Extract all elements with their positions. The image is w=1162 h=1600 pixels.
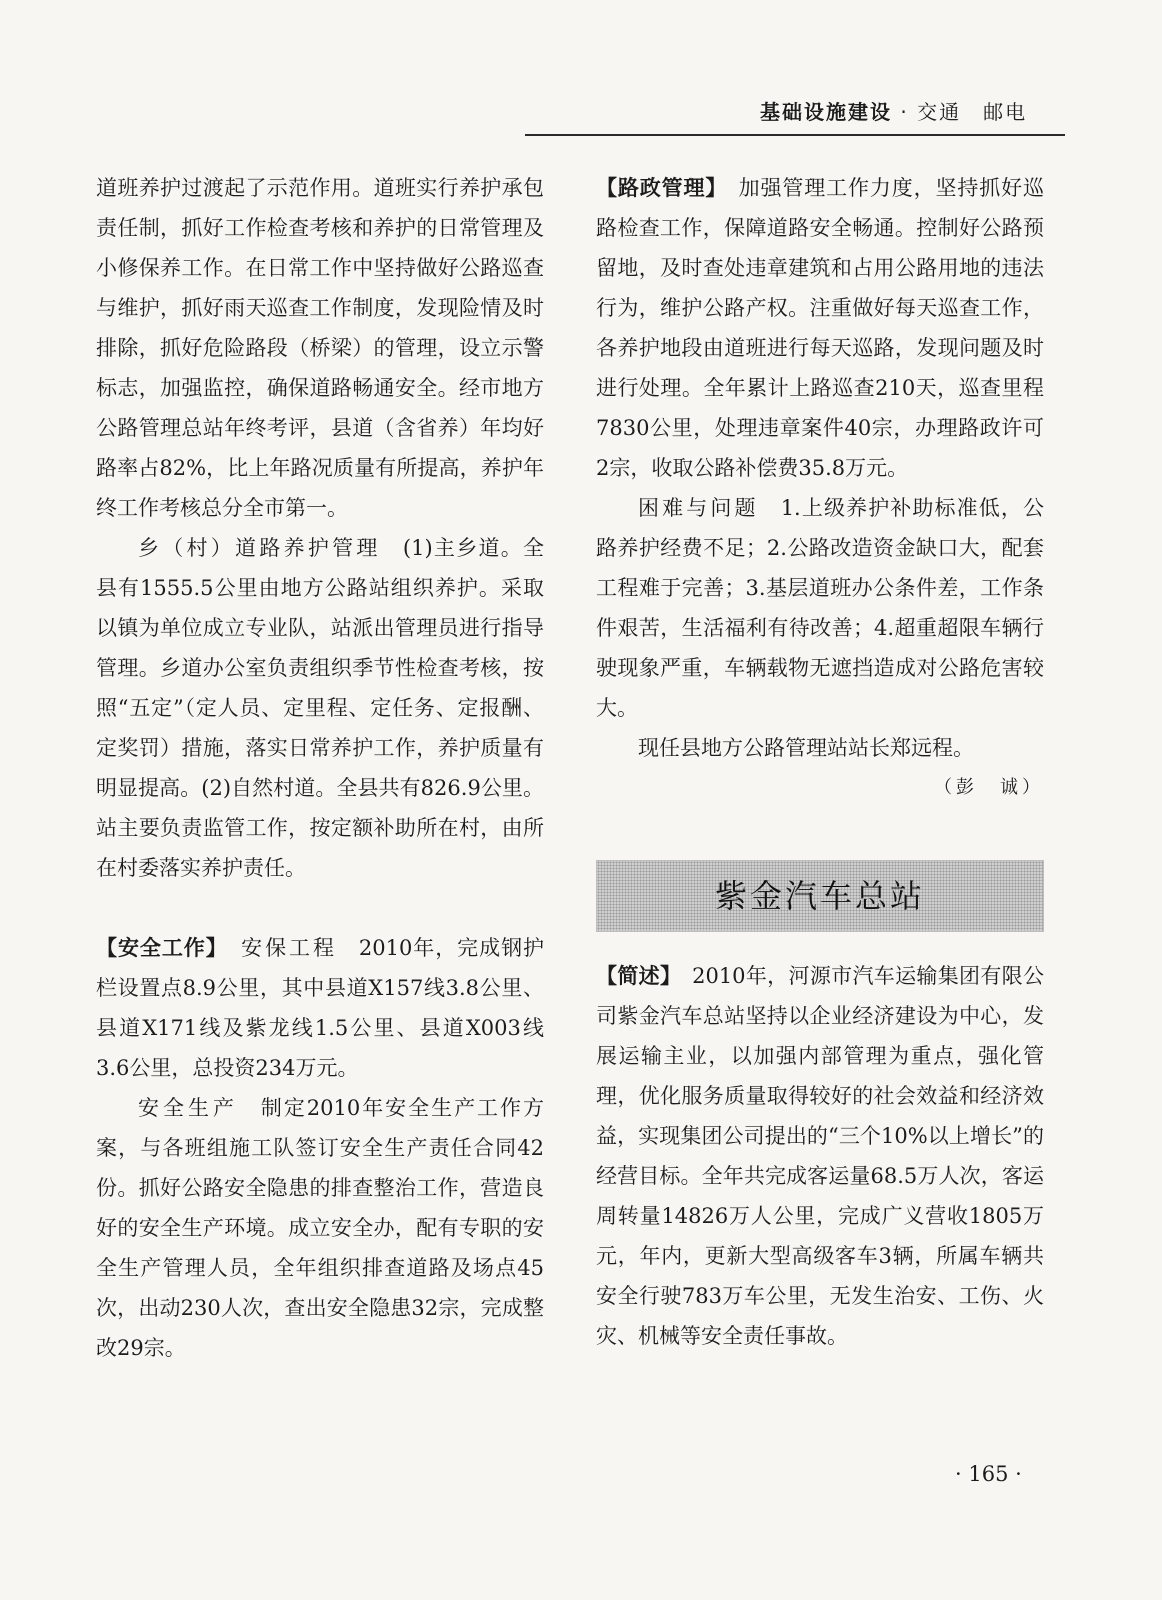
paragraph-difficulties-body: 1.上级养护补助标准低，公路养护经费不足；2.公路改造资金缺口大，配套工程难于完善；3.基层道班办公条件差，工作条件艰苦，生活福利有待改善；4.超重超限车辆行驶现象严重，车辆载物无遮挡造成对公路危害较大。: [596, 496, 1044, 720]
header-rule: [525, 134, 1065, 136]
paragraph-safety-work: [96, 928, 544, 1088]
paragraph-safety-work-body: 2010年，完成钢护栏设置点8.9公里，其中县道X157线3.8公里、县道X171线及紫龙线1.5公里、县道X003线3.6公里，总投资234万元。: [96, 936, 545, 1080]
section-heading-overview: 【简述】: [596, 964, 671, 988]
paragraph-safety-production: [96, 1088, 544, 1368]
paragraph-road-maintenance: 道班养护过渡起了示范作用。道班实行养护承包责任制，抓好工作检查考核和养护的日常管理及小修保养工作。在日常工作中坚持做好公路巡查与维护，抓好雨天巡查工作制度，发现险情及时排除，抓好危险路段（桥梁）的管理，设立示警标志，加强监控，确保道路畅通安全。经市地方公路管理总站年终考评，县道（含省养）年均好路率占82%，比上年路况质量有所提高，养护年终工作考核总分全市第一。: [96, 176, 544, 520]
author-credit: （彭 诚）: [934, 777, 1044, 798]
paragraph-township-roads: [96, 528, 544, 888]
running-header: [760, 96, 1050, 125]
paragraph-overview: [596, 956, 1044, 1356]
paragraph-road-administration-body: 加强管理工作力度，坚持抓好巡路检查工作，保障道路安全畅通。控制好公路预留地，及时查处违章建筑和占用公路用地的违法行为，维护公路产权。注重做好每天巡查工作，各养护地段由道班进行每天巡路，发现问题及时进行处理。全年累计上路巡查210天，巡查里程7830公里，处理违章案件40宗，办理路政许可2宗，收取公路补偿费35.8万元。: [596, 176, 1044, 480]
runin-heading-safety-production: 安全生产: [138, 1096, 238, 1120]
runin-heading-township-roads: 乡（村）道路养护管理: [138, 536, 381, 560]
header-section-subtitle: · 交通 邮电: [892, 100, 1028, 124]
paragraph-safety-production-body: 制定2010年安全生产工作方案，与各班组施工队签订安全生产责任合同42份。抓好公路安全隐患的排查整治工作，营造良好的安全生产环境。成立安全办，配有专职的安全生产管理人员，全年组织排查道路及场点45次，出动230人次，查出安全隐患32宗，完成整改29宗。: [96, 1096, 545, 1360]
section-heading-safety-work: 【安全工作】: [96, 936, 218, 960]
page-number: · 165 ·: [955, 1462, 1022, 1486]
runin-heading-safety-project: 安保工程: [217, 936, 337, 960]
paragraph-road-administration: [596, 168, 1044, 488]
right-column: [596, 168, 1044, 1356]
section-heading-road-administration: 【路政管理】: [596, 176, 717, 200]
section-banner: [596, 860, 1044, 932]
runin-heading-difficulties: 困难与问题: [638, 496, 759, 520]
left-column: [96, 168, 544, 1368]
banner-title: 紫金汽车总站: [714, 877, 925, 915]
paragraph-township-roads-body: (1)主乡道。全县有1555.5公里由地方公路站组织养护。采取以镇为单位成立专业队，站派出管理员进行指导管理。乡道办公室负责组织季节性检查考核，按照“五定”（定人员、定里程、定任务、定报酬、定奖罚）措施，落实日常养护工作，养护质量有明显提高。(2)自然村道。全县共有826.9公里。站主要负责监管工作，按定额补助所在村，由所在村委落实养护责任。: [96, 536, 544, 880]
paragraph-current-head: 现任县地方公路管理站站长郑远程。: [638, 736, 974, 760]
header-section-title: 基础设施建设: [760, 100, 892, 124]
paragraph-overview-body: 2010年，河源市汽车运输集团有限公司紫金汽车总站坚持以企业经济建设为中心，发展运输主业，以加强内部管理为重点，强化管理，优化服务质量取得较好的社会效益和经济效益，实现集团公司提出的“三个10%以上增长”的经营目标。全年共完成客运量68.5万人次，客运周转量14826万人公里，完成广义营收1805万元，年内，更新大型高级客车3辆，所属车辆共安全行驶783万车公里，无发生治安、工伤、火灾、机械等安全责任事故。: [596, 964, 1044, 1348]
paragraph-difficulties: [596, 488, 1044, 728]
section-gap: [96, 888, 544, 928]
